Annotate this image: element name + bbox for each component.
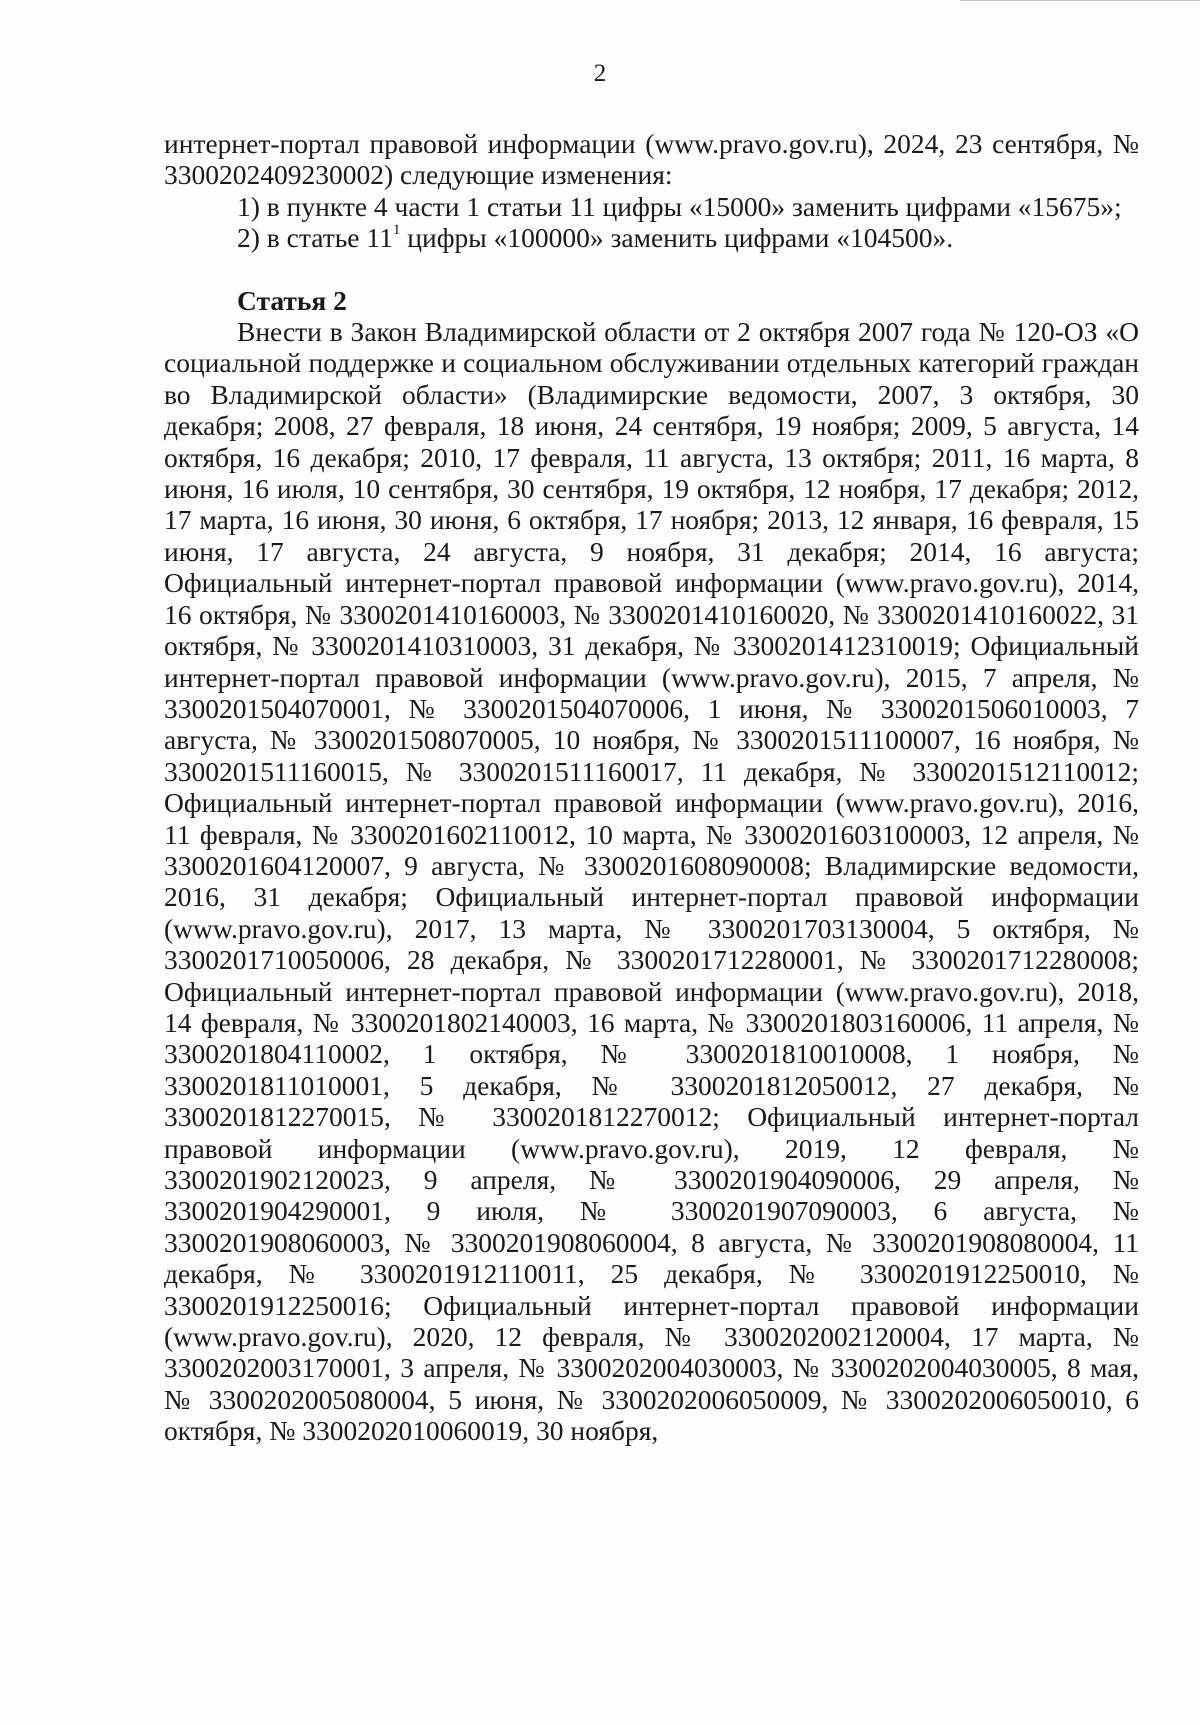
amendment-item-2-after: цифры «100000» заменить цифрами «104500».: [400, 222, 954, 254]
document-body: [164, 128, 1139, 1447]
article-2-paragraph: Внести в Закон Владимирской области от 2 октября 2007 года № 120-ОЗ «О социальной поддержке и социальном обслуживании отдельных категорий граждан во Владимирской области» (Владимирские ведомости, 2007, 3 октября, 30 декабря; 2008, 27 февраля, 18 июня, 24 сентября, 19 ноября; 2009, 5 августа, 14 октября, 16 декабря; 2010, 17 февраля, 11 августа, 13 октября; 2011, 16 марта, 8 июня, 16 июля, 10 сентября, 30 сентября, 19 октября, 12 ноября, 17 декабря; 2012, 17 марта, 16 июня, 30 июня, 6 октября, 17 ноября; 2013, 12 января, 16 февраля, 15 июня, 17 августа, 24 августа, 9 ноября, 31 декабря; 2014, 16 августа; Официальный интернет-портал правовой информации (www.pravo.gov.ru), 2014, 16 октября, № 3300201410160003, № 3300201410160020, № 3300201410160022, 31 октября, № 3300201410310003, 31 декабря, № 3300201412310019; Официальный интернет-портал правовой информации (www.pravo.gov.ru), 2015, 7 апреля, № 3300201504070001, № 3300201504070006, 1 июня, № 3300201506010003, 7 августа, № 3300201508070005, 10 ноября, № 3300201511100007, 16 ноября, № 3300201511160015, № 3300201511160017, 11 декабря, № 3300201512110012; Официальный интернет-портал правовой информации (www.pravo.gov.ru), 2016, 11 февраля, № 3300201602110012, 10 марта, № 3300201603100003, 12 апреля, № 3300201604120007, 9 августа, № 3300201608090008; Владимирские ведомости, 2016, 31 декабря; Официальный интернет-портал правовой информации (www.pravo.gov.ru), 2017, 13 марта, № 3300201703130004, 5 октября, № 3300201710050006, 28 декабря, № 3300201712280001, № 3300201712280008; Официальный интернет-портал правовой информации (www.pravo.gov.ru), 2018, 14 февраля, № 3300201802140003, 16 марта, № 3300201803160006, 11 апреля, № 3300201804110002, 1 октября, № 3300201810010008, 1 ноября, № 3300201811010001, 5 декабря, № 3300201812050012, 27 декабря, № 3300201812270015, № 3300201812270012; Официальный интернет-портал правовой информации (www.pravo.gov.ru), 2019, 12 февраля, № 3300201902120023, 9 апреля, № 3300201904090006, 29 апреля, № 3300201904290001, 9 июля, № 3300201907090003, 6 августа, № 3300201908060003, № 3300201908060004, 8 августа, № 3300201908080004, 11 декабря, № 3300201912110011, 25 декабря, № 3300201912250010, № 3300201912250016; Официальный интернет-портал правовой информации (www.pravo.gov.ru), 2020, 12 февраля, № 3300202002120004, 17 марта, № 3300202003170001, 3 апреля, № 3300202004030003, № 3300202004030005, 8 мая, № 3300202005080004, 5 июня, № 3300202006050009, № 3300202006050010, 6 октября, № 3300202010060019, 30 ноября,: [164, 316, 1139, 1447]
page-number: 2: [593, 60, 607, 87]
scan-edge-line: [960, 0, 1200, 1]
amendment-item-1: 1) в пункте 4 части 1 статьи 11 цифры «15000» заменить цифрами «15675»;: [237, 190, 1122, 222]
amendment-item-2-superscript: 1: [392, 222, 401, 239]
intro-paragraph: интернет-портал правовой информации (www.pravo.gov.ru), 2024, 23 сентября, № 3300202409230002) следующие изменения:: [164, 128, 1139, 191]
article-2-heading: Статья 2: [237, 284, 347, 316]
amendment-item-2: [164, 222, 1139, 253]
amendment-item-2-before: 2) в статье 11: [237, 222, 393, 254]
